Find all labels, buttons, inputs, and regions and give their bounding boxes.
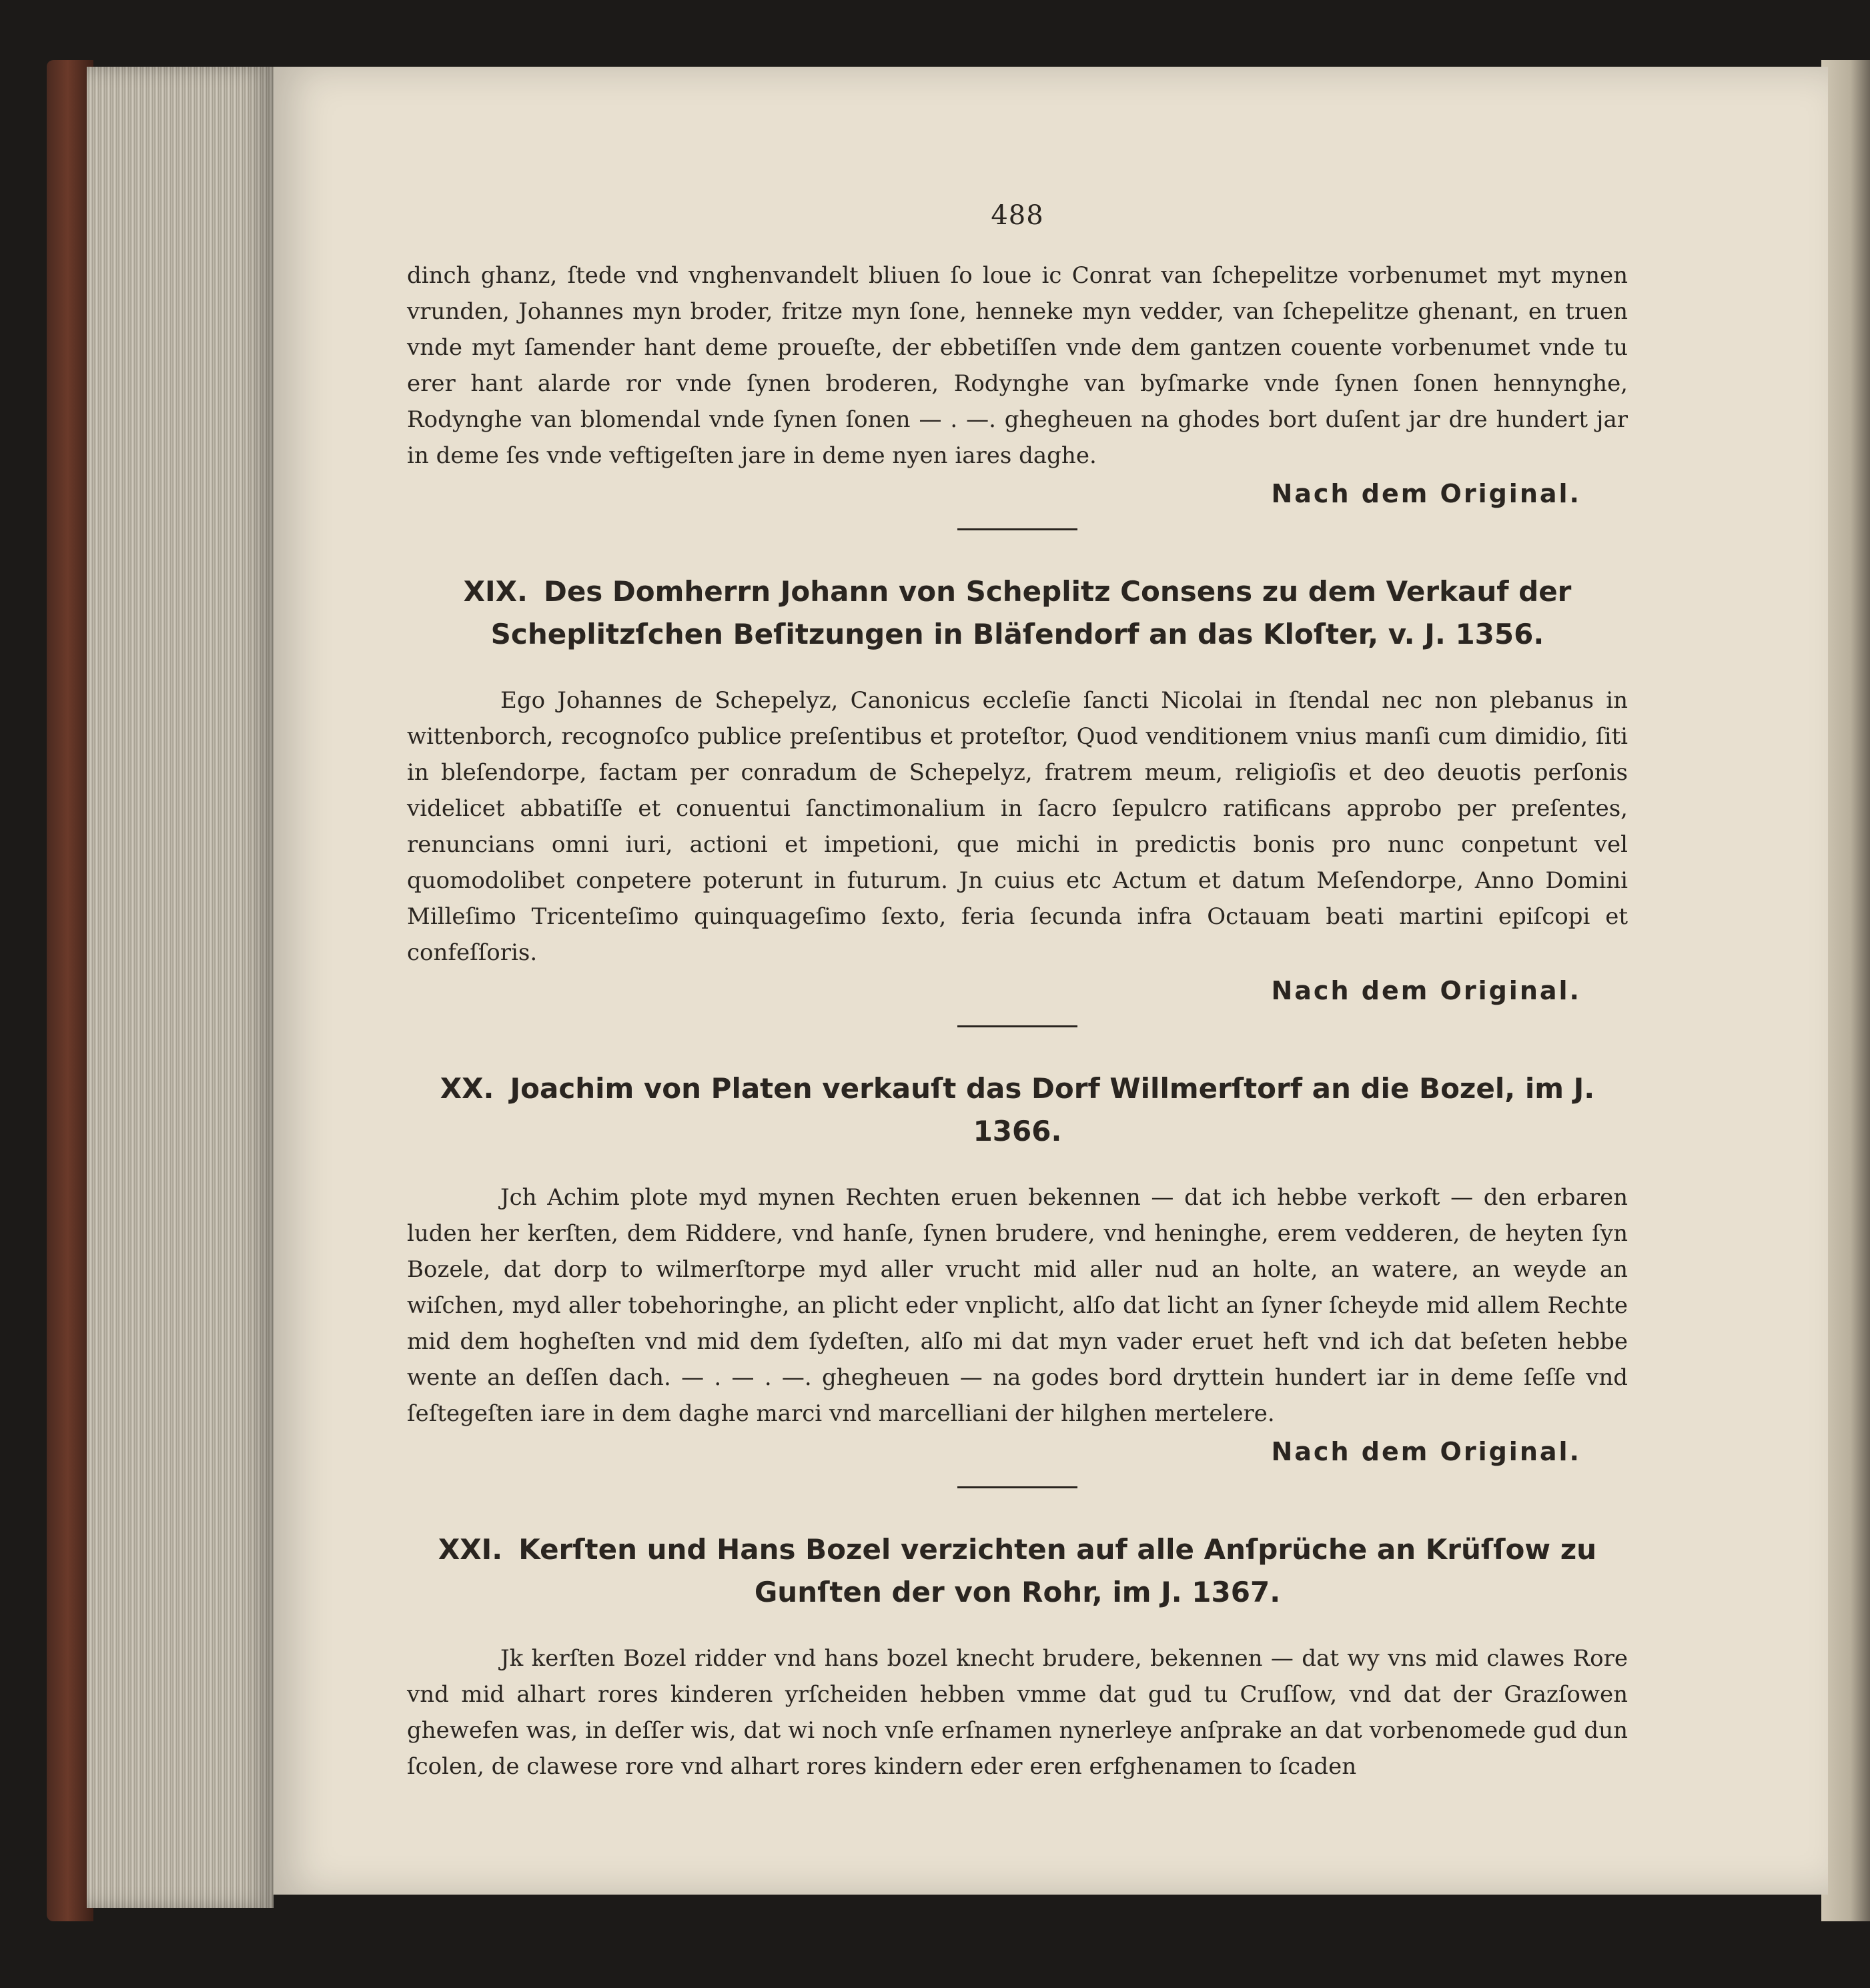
page-number: 488 bbox=[991, 200, 1044, 231]
section-divider bbox=[957, 528, 1077, 530]
page-content bbox=[407, 200, 1628, 1785]
section-number: XXI. bbox=[438, 1533, 503, 1566]
section-title: Kerſten und Hans Bozel verzichten auf alle Anſprüche an Krüſſow zu Gunſten der von Rohr, im J. 1367. bbox=[518, 1533, 1597, 1608]
section-xix bbox=[407, 570, 1628, 1027]
source-note: Nach dem Original. bbox=[1271, 1437, 1581, 1466]
section-title: Des Domherrn Johann von Scheplitz Consens zu dem Verkauf der Scheplitzſchen Beſitzungen in Bläſendorf an das Kloſter, v. J. 1356. bbox=[490, 575, 1572, 650]
book-page bbox=[274, 67, 1828, 1895]
section-divider bbox=[957, 1486, 1077, 1488]
page-edges bbox=[87, 67, 274, 1908]
section-heading bbox=[407, 1067, 1628, 1153]
section-heading bbox=[407, 570, 1628, 656]
source-note: Nach dem Original. bbox=[1271, 976, 1581, 1005]
section-heading bbox=[407, 1528, 1628, 1614]
section-text: Jch Achim plote myd mynen Rechten eruen bekennen — dat ich hebbe verkoft — den erbaren luden her kerſten, dem Riddere, vnd hanſe, ſynen brudere, vnd heninghe, erem vedderen, de heyten ſyn Bozele, dat dorp to wilmerſtorpe myd aller vrucht mid aller nud an holte, an watere, an weyde an wiſchen, myd aller tobehoringhe, an plicht eder vnplicht, alſo dat licht an ſyner ſcheyde mid allem Rechte mid dem hogheſten vnd mid dem ſydeſten, alſo mi dat myn vader eruet heft vnd ich dat beſeten hebbe wente an deſſen dach. — . — . —. ghegheuen — na godes bord dryttein hundert iar in deme ſeſſe vnd ſeſtegeſten iare in dem daghe marci vnd marcelliani der hilghen mertelere. bbox=[407, 1184, 1628, 1427]
continuation-paragraph: dinch ghanz, ſtede vnd vnghenvandelt bliuen ſo loue ic Conrat van ſchepelitze vorbenumet myt mynen vrunden, Johannes myn broder, fritze myn ſone, henneke myn vedder, van ſchepelitze ghenant, en truen vnde myt ſamender hant deme proueſte, der ebbetiſſen vnde dem gantzen couente vorbenumet vnde tu erer hant alarde ror vnde ſynen broderen, Rodynghe van byſmarke vnde ſynen ſonen hennynghe, Rodynghe van blomendal vnde ſynen ſonen — . —. ghegheuen na ghodes bort duſent jar dre hundert jar in deme ſes vnde veftigeſten jare in deme nyen iares daghe. bbox=[407, 262, 1628, 469]
section-title: Joachim von Platen verkauſt das Dorf Willmerſtorf an die Bozel, im J. 1366. bbox=[510, 1072, 1595, 1147]
section-number: XIX. bbox=[463, 575, 528, 608]
section-text: Jk kerſten Bozel ridder vnd hans bozel knecht brudere, bekennen — dat wy vns mid clawes Rore vnd mid alhart rores kinderen yrſcheiden hebben vmme dat gud tu Cruſſow, vnd dat der Grazſowen ghewefen was, in deſſer wis, dat wi noch vnſe erſnamen nynerleye anſprake an dat vorbenomede gud dun ſcolen, de clawese rore vnd alhart rores kindern eder eren erfghenamen to ſcaden bbox=[407, 1645, 1628, 1780]
source-note: Nach dem Original. bbox=[1271, 479, 1581, 508]
section-divider bbox=[957, 1025, 1077, 1027]
section-text: Ego Johannes de Schepelyz, Canonicus eccleſie ſancti Nicolai in ſtendal nec non plebanus in wittenborch, recognoſco publice preſentibus et proteſtor, Quod venditionem vnius manſi cum dimidio, ſiti in bleſendorpe, factam per conradum de Schepelyz, fratrem meum, religioſis et deo deuotis perſonis videlicet abbatiſſe et conuentui ſanctimonalium in ſacro ſepulcro ratificans approbo per preſentes, renuncians omni iuri, actioni et impetioni, que michi in predictis bonis pro nunc conpetunt vel quomodolibet conpetere poterunt in futurum. Jn cuius etc Actum et datum Meſendorpe, Anno Domini Milleſimo Tricenteſimo quinquageſimo ſexto, feria ſecunda infra Octauam beati martini epiſcopi et confeſſoris. bbox=[407, 687, 1628, 966]
section-xx bbox=[407, 1067, 1628, 1488]
facing-page-edge bbox=[1821, 60, 1870, 1921]
section-number: XX. bbox=[440, 1072, 494, 1105]
section-xxi bbox=[407, 1528, 1628, 1785]
